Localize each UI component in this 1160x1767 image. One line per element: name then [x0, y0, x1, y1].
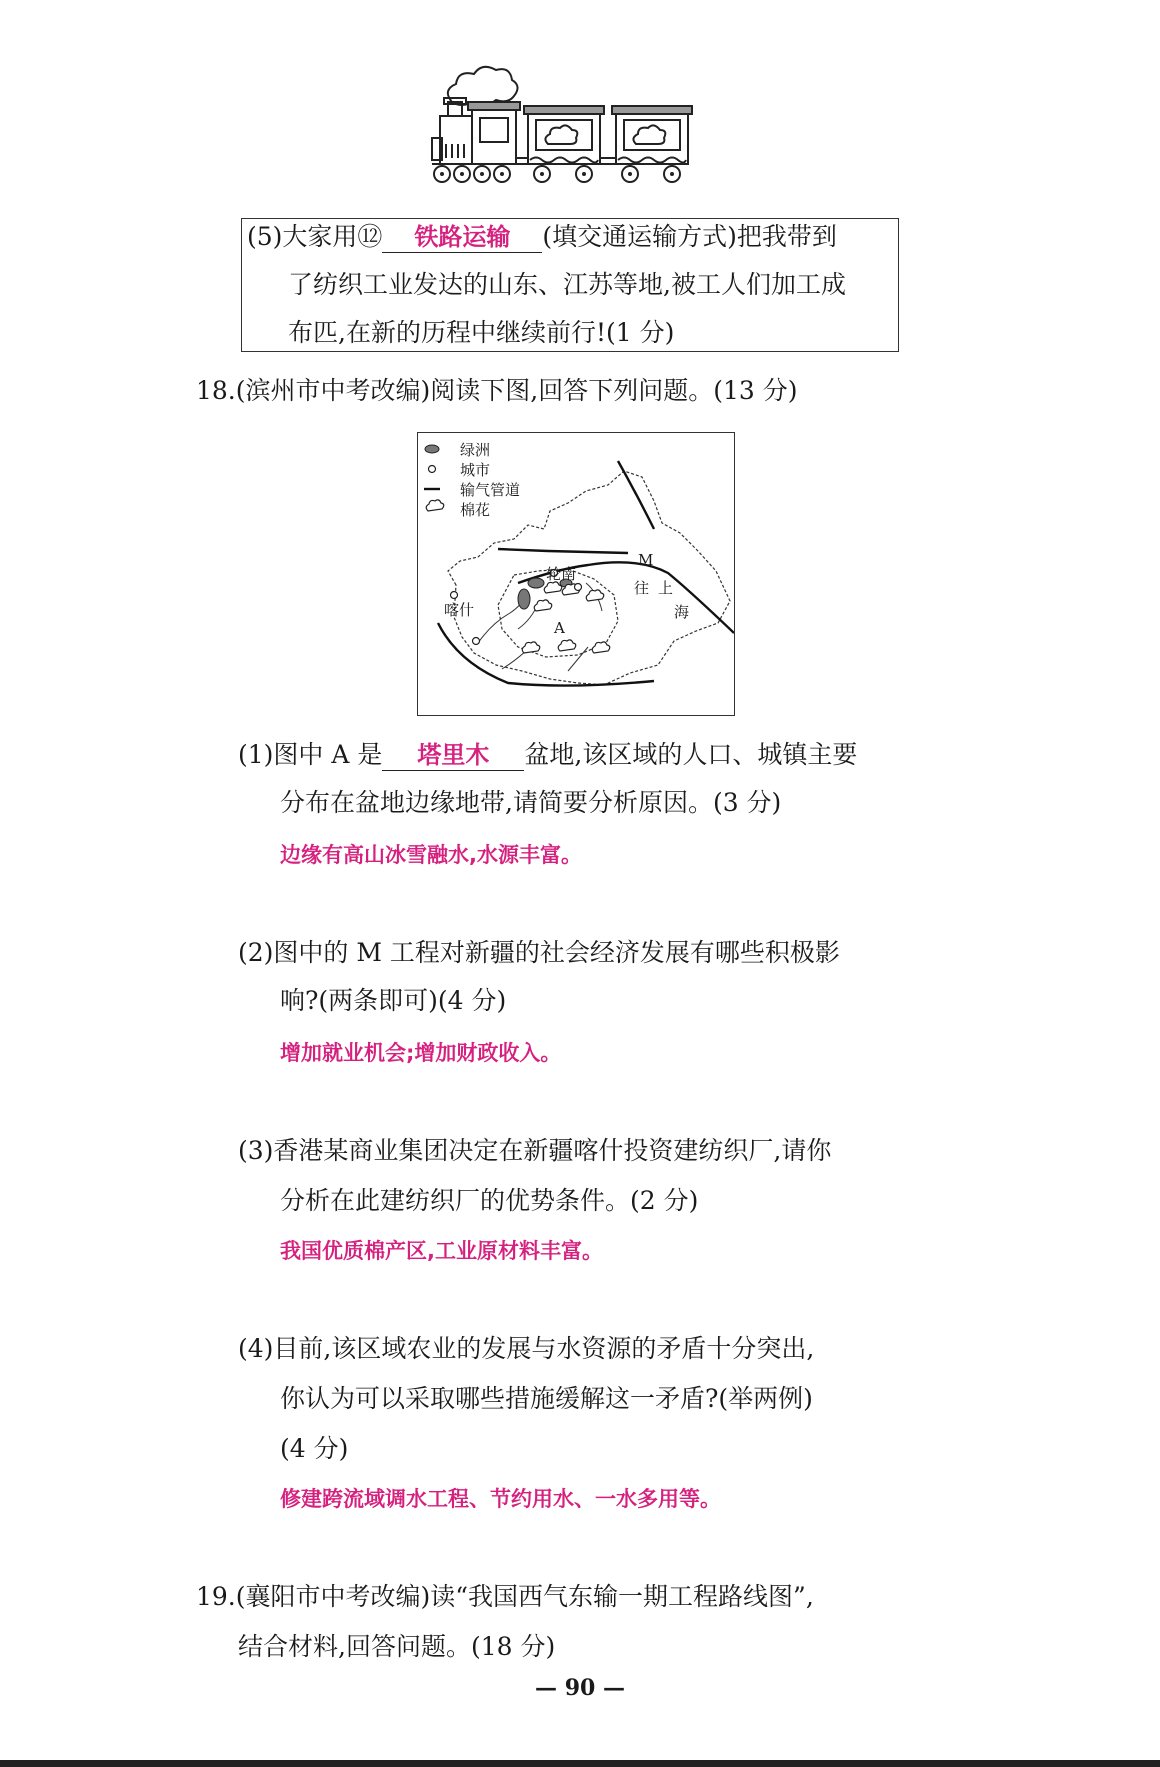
map-label-hai: 海: [674, 603, 690, 621]
q18-2-response: 增加就业机会;增加财政收入。: [280, 1041, 562, 1065]
q18-4-line3: (4 分): [280, 1434, 349, 1463]
q19-line1: 19.(襄阳市中考改编)读“我国西气东输一期工程路线图”,: [196, 1582, 814, 1611]
q18-4-response: 修建跨流域调水工程、节约用水、一水多用等。: [280, 1487, 721, 1511]
map-label-M: M: [638, 551, 654, 569]
q18-1-line2: 分布在盆地边缘地带,请简要分析原因。(3 分): [280, 788, 782, 817]
q18-3-line1: (3)香港某商业集团决定在新疆喀什投资建纺织厂,请你: [238, 1136, 832, 1165]
q17-5-line2: 了纺织工业发达的山东、江苏等地,被工人们加工成: [288, 270, 846, 299]
map-label-wang: 往: [634, 579, 650, 597]
map-label-A: A: [554, 619, 565, 637]
legend-pipeline-label: 输气管道: [460, 481, 521, 499]
q18-1-answer-blank[interactable]: 塔里木: [382, 740, 524, 771]
q18-3-response: 我国优质棉产区,工业原材料丰富。: [280, 1239, 603, 1263]
q18-stem: 18.(滨州市中考改编)阅读下图,回答下列问题。(13 分): [196, 376, 798, 405]
q17-5-answer-blank[interactable]: 铁路运输: [382, 222, 542, 253]
xinjiang-map: [417, 432, 735, 716]
q18-4-line2: 你认为可以采取哪些措施缓解这一矛盾?(举两例): [280, 1384, 813, 1413]
q18-4-line1: (4)目前,该区域农业的发展与水资源的矛盾十分突出,: [238, 1334, 815, 1363]
q17-5-line1: (5)大家用⑫ 铁路运输 (填交通运输方式)把我带到: [247, 222, 837, 251]
q18-3-line2: 分析在此建纺织厂的优势条件。(2 分): [280, 1186, 699, 1215]
q18-1-response: 边缘有高山冰雪融水,水源丰富。: [280, 843, 582, 867]
map-label-shang: 上: [658, 579, 674, 597]
q17-5-line3: 布匹,在新的历程中继续前行!(1 分): [288, 318, 675, 347]
q18-2-line2: 响?(两条即可)(4 分): [280, 986, 507, 1015]
q18-1-line1: (1)图中 A 是 塔里木 盆地,该区域的人口、城镇主要: [238, 740, 858, 769]
legend-oasis-label: 绿洲: [460, 441, 491, 459]
q19-line2: 结合材料,回答问题。(18 分): [238, 1632, 556, 1661]
map-label-luntai: 轮南: [546, 565, 577, 583]
q18-2-line1: (2)图中的 M 工程对新疆的社会经济发展有哪些积极影: [238, 938, 840, 967]
train-illustration: [430, 62, 730, 192]
page-number: — 90 —: [535, 1675, 625, 1701]
legend-city-label: 城市: [460, 461, 491, 479]
map-label-kashi: 喀什: [444, 601, 475, 619]
legend-cotton-label: 棉花: [460, 501, 491, 519]
bottom-bar: [0, 1760, 1160, 1767]
